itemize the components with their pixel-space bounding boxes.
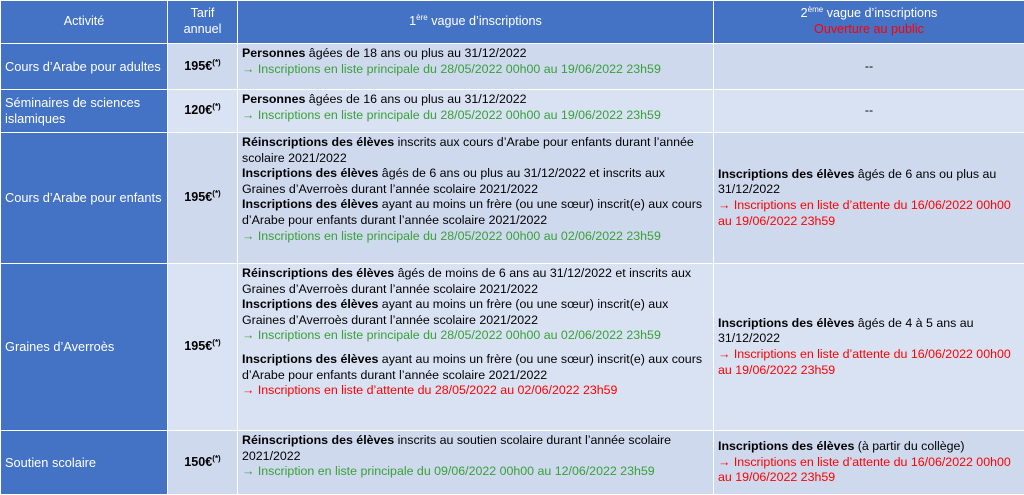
period-line — [718, 198, 1020, 229]
eligibility-line — [242, 135, 709, 166]
period-text: Inscriptions en liste d’attente du 28/05/2022 au 02/06/2022 23h59 — [254, 383, 617, 397]
eligibility-text: inscrits au soutien scolaire durant l’année scolaire 2021/2022 — [242, 433, 671, 463]
eligibility-line — [242, 166, 709, 197]
header-wave1 — [238, 1, 714, 44]
period-line — [242, 108, 709, 124]
table-row — [1, 90, 1024, 133]
eligibility-line — [242, 92, 709, 108]
wave2-cell — [714, 133, 1024, 264]
price-cell — [168, 264, 238, 431]
eligibility-bold: Inscriptions des élèves — [242, 197, 378, 211]
eligibility-bold: Inscriptions des élèves — [242, 352, 378, 366]
arrow-icon: → — [718, 198, 730, 212]
table-row — [1, 431, 1024, 495]
period-line — [242, 464, 709, 480]
eligibility-bold: Inscriptions des élèves — [242, 297, 378, 311]
activity-cell: Séminaires de sciences islamiques — [1, 90, 168, 133]
eligibility-line — [718, 167, 1020, 198]
price-cell — [168, 44, 238, 90]
eligibility-text: ayant au moins un frère (ou une sœur) inscrit(e) aux cours d’Arabe pour enfants durant l’année scolaire 2021/2022 — [242, 352, 702, 382]
header-wave2-sup: ème — [808, 5, 824, 14]
eligibility-line — [242, 197, 709, 228]
wave1-cell — [238, 264, 714, 431]
price-value: 195€ — [184, 59, 212, 73]
eligibility-bold: Inscriptions des élèves — [718, 439, 854, 453]
eligibility-bold: Personnes — [242, 46, 305, 60]
eligibility-text: ayant au moins un frère (ou une sœur) inscrit(e) aux Graines d’Averroès durant l’année scolaire 2021/2022 — [242, 297, 668, 327]
eligibility-bold: Inscriptions des élèves — [242, 166, 378, 180]
price-cell — [168, 133, 238, 264]
eligibility-bold: Inscriptions des élèves — [718, 167, 854, 181]
header-wave2-opening: Ouverture au public — [814, 22, 924, 36]
eligibility-text: (à partir du collège) — [854, 439, 964, 453]
eligibility-line — [242, 266, 709, 297]
period-line — [242, 383, 709, 399]
price-footnote: (*) — [212, 102, 220, 111]
header-price: Tarif annuel — [168, 1, 238, 44]
arrow-icon: → — [242, 464, 254, 478]
price-footnote: (*) — [212, 58, 220, 67]
eligibility-bold: Réinscriptions des élèves — [242, 266, 394, 280]
wave1-cell — [238, 44, 714, 90]
price-footnote: (*) — [212, 338, 220, 347]
price-value: 195€ — [184, 190, 212, 204]
price-value: 195€ — [184, 339, 212, 353]
eligibility-text: âgés de 6 ans ou plus au 31/12/2022 — [718, 167, 996, 197]
period-text: Inscriptions en liste principale du 28/05/2022 00h00 au 02/06/2022 23h59 — [254, 328, 660, 342]
eligibility-text: inscrits aux cours d’Arabe pour enfants durant l’année scolaire 2021/2022 — [242, 135, 694, 165]
wave1-cell — [238, 133, 714, 264]
header-wave1-sup: ère — [416, 13, 428, 22]
eligibility-bold: Inscriptions des élèves — [718, 316, 854, 330]
arrow-icon: → — [242, 328, 254, 342]
header-wave1-num: 1 — [409, 14, 416, 28]
period-line — [718, 455, 1020, 486]
period-text: Inscriptions en liste principale du 28/05/2022 00h00 au 19/06/2022 23h59 — [254, 62, 660, 76]
wave1-cell — [238, 90, 714, 133]
eligibility-text: âgés de moins de 6 ans au 31/12/2022 et inscrits aux Graines d’Averroès durant l’année scolaire 2021/2022 — [242, 266, 691, 296]
eligibility-line — [242, 352, 709, 383]
eligibility-bold: Réinscriptions des élèves — [242, 433, 394, 447]
period-text: Inscriptions en liste d’attente du 16/06/2022 00h00 au 19/06/2022 23h59 — [718, 455, 1011, 485]
wave2-cell: -- — [714, 90, 1024, 133]
eligibility-line — [718, 439, 1020, 455]
wave2-cell — [714, 431, 1024, 495]
eligibility-text: âgées de 18 ans ou plus au 31/12/2022 — [305, 46, 526, 60]
period-text: Inscription en liste principale du 09/06/2022 00h00 au 12/06/2022 23h59 — [254, 464, 654, 478]
spacer — [242, 344, 709, 352]
header-wave1-text: vague d’inscriptions — [428, 14, 542, 28]
header-wave2 — [714, 1, 1024, 44]
arrow-icon: → — [242, 108, 254, 122]
table-row — [1, 44, 1024, 90]
period-line — [242, 229, 709, 245]
price-cell — [168, 90, 238, 133]
activity-cell: Cours d’Arabe pour enfants — [1, 133, 168, 264]
table-row — [1, 264, 1024, 431]
table-row — [1, 133, 1024, 264]
price-value: 120€ — [184, 103, 212, 117]
arrow-icon: → — [718, 347, 730, 361]
header-activity: Activité — [1, 1, 168, 44]
wave2-cell: -- — [714, 44, 1024, 90]
arrow-icon: → — [718, 455, 730, 469]
activity-cell: Graines d’Averroès — [1, 264, 168, 431]
eligibility-line — [242, 46, 709, 62]
period-line — [242, 328, 709, 344]
price-value: 150€ — [184, 455, 212, 469]
eligibility-text: âgées de 16 ans ou plus au 31/12/2022 — [305, 92, 526, 106]
price-footnote: (*) — [212, 189, 220, 198]
period-line — [242, 62, 709, 78]
eligibility-line — [242, 297, 709, 328]
eligibility-bold: Personnes — [242, 92, 305, 106]
price-footnote: (*) — [212, 454, 220, 463]
wave2-cell — [714, 264, 1024, 431]
eligibility-line — [718, 316, 1020, 347]
header-wave2-num: 2 — [801, 6, 808, 20]
header-row — [1, 1, 1024, 44]
eligibility-line — [242, 433, 709, 464]
header-wave2-text: vague d’inscriptions — [823, 6, 937, 20]
eligibility-text: âgés de 6 ans ou plus au 31/12/2022 et inscrits aux Graines d’Averroès durant l’année scolaire 2021/2022 — [242, 166, 665, 196]
arrow-icon: → — [242, 229, 254, 243]
period-line — [718, 347, 1020, 378]
eligibility-text: âgés de 4 à 5 ans au 31/12/2022 — [718, 316, 974, 346]
activity-cell: Cours d’Arabe pour adultes — [1, 44, 168, 90]
arrow-icon: → — [242, 383, 254, 397]
wave1-cell — [238, 431, 714, 495]
period-text: Inscriptions en liste principale du 28/05/2022 00h00 au 19/06/2022 23h59 — [254, 108, 660, 122]
activity-cell: Soutien scolaire — [1, 431, 168, 495]
eligibility-bold: Réinscriptions des élèves — [242, 135, 394, 149]
period-text: Inscriptions en liste d’attente du 16/06/2022 00h00 au 19/06/2022 23h59 — [718, 198, 1011, 228]
price-cell — [168, 431, 238, 495]
arrow-icon: → — [242, 62, 254, 76]
eligibility-text: ayant au moins un frère (ou une sœur) inscrit(e) aux cours d’Arabe pour enfants durant l’année scolaire 2021/2022 — [242, 197, 702, 227]
period-text: Inscriptions en liste principale du 28/05/2022 00h00 au 02/06/2022 23h59 — [254, 229, 660, 243]
period-text: Inscriptions en liste d’attente du 16/06/2022 00h00 au 19/06/2022 23h59 — [718, 347, 1011, 377]
